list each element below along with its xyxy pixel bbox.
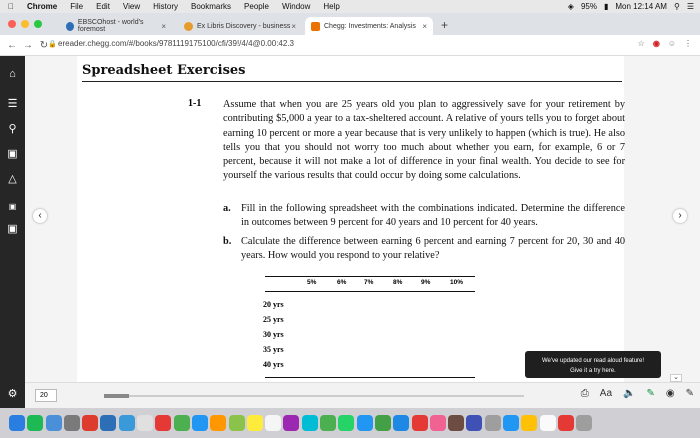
battery-percent: 95%: [580, 2, 597, 11]
part-text: Fill in the following spreadsheet with the combinations indicated. Determine the difference in outcomes between 9 percent for 40 years and 10 percent for 40 years.: [241, 203, 625, 229]
exlibris-favicon-icon: [184, 22, 193, 31]
dock-app-icon[interactable]: [521, 415, 537, 431]
lock-icon[interactable]: 🔒: [48, 41, 57, 48]
profile-avatar[interactable]: ☺: [667, 39, 676, 48]
accessibility-icon[interactable]: ◉: [665, 388, 675, 399]
table-row-label: 25 yrs: [263, 315, 284, 324]
dock-app-icon[interactable]: [503, 415, 519, 431]
search-icon[interactable]: ⚲: [8, 123, 17, 135]
close-tab-icon[interactable]: ×: [161, 21, 166, 31]
macos-dock: [0, 408, 700, 438]
window-controls: [8, 20, 42, 28]
dock-app-icon[interactable]: [576, 415, 592, 431]
browser-toolbar: [0, 35, 700, 56]
reload-button[interactable]: ↻: [39, 39, 49, 51]
highlighter-pen-icon[interactable]: ✎: [646, 388, 655, 399]
tooltip-line: We've updated our read aloud feature!: [541, 358, 645, 364]
dock-app-icon[interactable]: [375, 415, 391, 431]
chevron-down-icon[interactable]: ⌄: [670, 374, 682, 382]
table-bottom-rule: [265, 377, 475, 378]
dock-app-icon[interactable]: [412, 415, 428, 431]
previous-page-button[interactable]: ‹: [33, 209, 47, 223]
table-column-header: 8%: [393, 279, 403, 286]
dock-app-icon[interactable]: [485, 415, 501, 431]
close-tab-icon[interactable]: ×: [422, 21, 427, 31]
table-row-label: 20 yrs: [263, 300, 284, 309]
menu-bookmarks[interactable]: Bookmarks: [185, 2, 226, 11]
book-page: [77, 56, 624, 382]
dock-app-icon[interactable]: [210, 415, 226, 431]
read-aloud-tooltip[interactable]: [525, 351, 661, 378]
table-column-header: 10%: [450, 279, 464, 286]
tooltip-line: Give it a try here.: [570, 368, 616, 374]
table-column-header: 5%: [307, 279, 317, 286]
tab-exlibris[interactable]: [178, 17, 302, 35]
menu-chrome[interactable]: Chrome: [21, 2, 52, 11]
bookmark-star-icon[interactable]: ☆: [637, 39, 645, 48]
menu-window[interactable]: Window: [275, 2, 305, 11]
menu-edit[interactable]: Edit: [90, 2, 104, 11]
forward-button[interactable]: →: [23, 39, 33, 51]
menu-help[interactable]: Help: [317, 2, 334, 11]
dock-app-icon[interactable]: [448, 415, 464, 431]
ebsco-favicon-icon: [66, 22, 74, 31]
url-input[interactable]: ereader.chegg.com/#/books/9781119175100/cfi/39!/4/4@0.00:42.3: [58, 39, 294, 48]
tab-label: EBSCOhost - world's foremost: [77, 19, 144, 33]
back-button[interactable]: ←: [7, 39, 17, 51]
tab-label: Chegg: Investments: Analysis: [324, 22, 416, 30]
dock-app-icon[interactable]: [82, 415, 98, 431]
spotlight-icon[interactable]: ⚲: [673, 2, 680, 11]
dock-app-icon[interactable]: [137, 415, 153, 431]
dock-app-icon[interactable]: [27, 415, 43, 431]
home-icon[interactable]: ⌂: [9, 68, 16, 80]
table-column-header: 9%: [421, 279, 431, 286]
browser-tabbar: [0, 13, 700, 35]
table-column-header: 6%: [337, 279, 347, 286]
tab-ebscohost[interactable]: [60, 17, 172, 35]
macos-menubar: [0, 0, 700, 13]
dock-app-icon[interactable]: [174, 415, 190, 431]
dock-app-icon[interactable]: [247, 415, 263, 431]
next-page-button[interactable]: ›: [673, 209, 687, 223]
image-gallery-icon[interactable]: ▣: [8, 202, 17, 211]
battery-icon[interactable]: ▮: [603, 2, 609, 11]
chegg-favicon-icon: [311, 22, 320, 31]
reader-bottom-bar: [25, 382, 700, 408]
reader-sidebar: [0, 56, 25, 408]
dock-app-icon[interactable]: [540, 415, 556, 431]
settings-gear-icon[interactable]: ⚙: [7, 388, 18, 400]
notebook-icon[interactable]: ▣: [7, 148, 18, 160]
dock-app-icon[interactable]: [338, 415, 354, 431]
zoom-window-button[interactable]: [34, 20, 42, 28]
dock-app-icon[interactable]: [46, 415, 62, 431]
study-tools-icon[interactable]: ▣: [7, 223, 18, 235]
part-label: a.: [223, 203, 231, 214]
read-aloud-speaker-icon[interactable]: 🔈: [623, 388, 636, 399]
table-row-label: 30 yrs: [263, 330, 284, 339]
dock-app-icon[interactable]: [466, 415, 482, 431]
part-a: [223, 202, 625, 231]
menu-file[interactable]: File: [64, 2, 78, 11]
notification-center-icon[interactable]: ☰: [686, 2, 694, 11]
heading-divider: [82, 81, 622, 82]
dock-app-icon[interactable]: [558, 415, 574, 431]
dock-app-icon[interactable]: [430, 415, 446, 431]
dock-app-icon[interactable]: [320, 415, 336, 431]
close-window-button[interactable]: [8, 20, 16, 28]
dock-app-icon[interactable]: [302, 415, 318, 431]
notes-edit-icon[interactable]: ✎: [685, 388, 694, 399]
table-row-label: 40 yrs: [263, 360, 284, 369]
section-heading: Spreadsheet Exercises: [82, 63, 246, 78]
tab-chegg[interactable]: [305, 17, 433, 35]
problem-text: Assume that when you are 25 years old you plan to aggressively save for your retirement by contributing $5,000 a year to a tax-sheltered account. A relative of yours tells you to forget about earning 10 percent or more a year because that is very unlikely to happen (which is true). He also tells you that you should not worry too much about whether you earn, for example, 6 or 7 percent, because it will not make a lot of difference in your final wealth. You decide to see for yourself the various results that could occur by doing some calculations.: [223, 99, 625, 182]
minimize-window-button[interactable]: [21, 20, 29, 28]
part-label: b.: [223, 236, 232, 247]
problem-number: 1-1: [188, 98, 202, 109]
dock-app-icon[interactable]: [155, 415, 171, 431]
dock-app-icon[interactable]: [192, 415, 208, 431]
new-tab-button[interactable]: +: [441, 18, 449, 32]
table-row-label: 35 yrs: [263, 345, 284, 354]
browser-menu-icon[interactable]: ⋮: [684, 39, 692, 48]
extension-icon[interactable]: ◉: [652, 39, 660, 48]
page-progress-slider[interactable]: [104, 395, 524, 397]
dock-app-icon[interactable]: [229, 415, 245, 431]
table-of-contents-icon[interactable]: ☰: [7, 98, 18, 110]
close-tab-icon[interactable]: ×: [291, 21, 296, 31]
text-size-button[interactable]: Aa: [599, 388, 613, 399]
menu-history[interactable]: History: [147, 2, 173, 11]
part-text: Calculate the difference between earning 6 percent and earning 7 percent for 20, 30 and 40 years. How would you respond to your relative?: [241, 236, 625, 262]
menubar-clock[interactable]: Mon 12:14 AM: [615, 2, 667, 11]
tab-label: Ex Libris Discovery - business: [197, 22, 291, 30]
page-number-input[interactable]: 20: [35, 389, 57, 402]
dock-app-icon[interactable]: [9, 415, 25, 431]
wifi-icon[interactable]: ◈: [567, 2, 574, 11]
menu-people[interactable]: People: [238, 2, 263, 11]
table-top-rule: [265, 276, 475, 277]
table-column-header: 7%: [364, 279, 374, 286]
print-icon[interactable]: ⎙: [580, 388, 589, 399]
table-header-rule: [265, 291, 475, 292]
dock-app-icon[interactable]: [357, 415, 373, 431]
dock-app-icon[interactable]: [283, 415, 299, 431]
progress-fill: [104, 394, 129, 398]
menu-view[interactable]: View: [116, 2, 135, 11]
dock-app-icon[interactable]: [100, 415, 116, 431]
dock-app-icon[interactable]: [265, 415, 281, 431]
apple-icon[interactable]: [8, 2, 14, 11]
part-b: [223, 235, 625, 264]
dock-app-icon[interactable]: [393, 415, 409, 431]
dock-app-icon[interactable]: [119, 415, 135, 431]
dock-app-icon[interactable]: [64, 415, 80, 431]
flashcards-icon[interactable]: △: [8, 173, 17, 185]
